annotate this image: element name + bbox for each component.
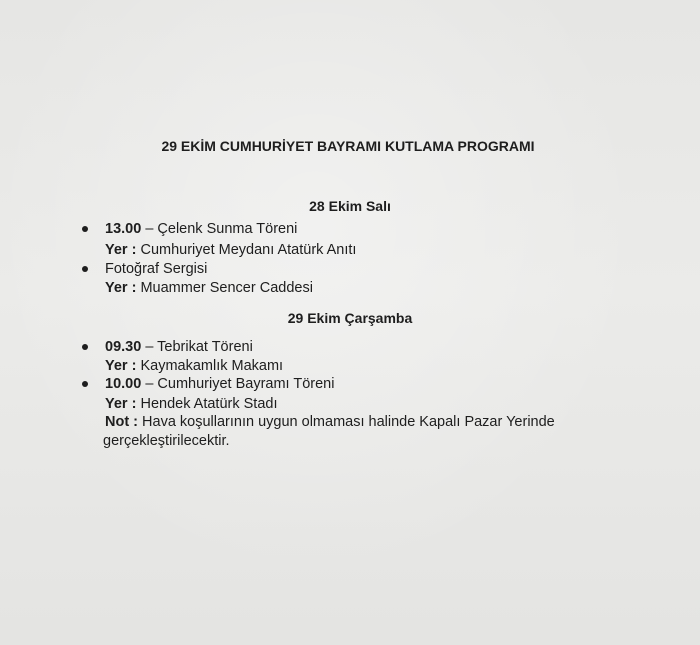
event-place-line — [105, 279, 313, 297]
event-name: Cumhuriyet Bayramı Töreni — [157, 376, 335, 392]
place-label: Yer : — [105, 396, 137, 412]
event-place: Hendek Atatürk Stadı — [136, 396, 278, 412]
event-note-line — [105, 413, 555, 431]
program-title: 29 EKİM CUMHURİYET BAYRAMI KUTLAMA PROGRAMI — [161, 138, 535, 154]
event-name: Fotoğraf Sergisi — [105, 261, 208, 277]
event-separator: – — [141, 221, 158, 237]
event-title-line — [105, 260, 207, 278]
event-title-line — [105, 375, 334, 393]
event-separator: – — [141, 376, 158, 392]
event-place-line — [105, 241, 356, 259]
event-name: Çelenk Sunma Töreni — [157, 221, 298, 237]
event-place-line — [105, 395, 278, 413]
event-time: 09.30 — [105, 339, 142, 355]
day-heading-29-ekim: 29 Ekim Çarşamba — [287, 310, 413, 326]
place-label: Yer : — [105, 280, 137, 296]
bullet-icon — [82, 381, 88, 387]
event-note: Hava koşullarının uygun olmaması halinde Kapalı Pazar Yerinde — [138, 414, 555, 430]
event-place: Cumhuriyet Meydanı Atatürk Anıtı — [136, 242, 357, 258]
bullet-icon — [82, 266, 88, 272]
event-name: Tebrikat Töreni — [157, 339, 253, 355]
bullet-icon — [82, 344, 88, 350]
event-place: Muammer Sencer Caddesi — [136, 280, 313, 296]
place-label: Yer : — [105, 358, 137, 374]
event-note-continuation: gerçekleştirilecektir. — [103, 433, 230, 449]
event-time: 13.00 — [105, 221, 142, 237]
event-title-line — [105, 338, 253, 356]
note-label: Not : — [105, 414, 139, 430]
event-place-line — [105, 357, 283, 375]
bullet-icon — [82, 226, 88, 232]
event-title-line — [105, 220, 297, 238]
event-time: 10.00 — [105, 376, 142, 392]
event-place: Kaymakamlık Makamı — [136, 358, 284, 374]
event-separator: – — [141, 339, 158, 355]
place-label: Yer : — [105, 242, 137, 258]
day-heading-28-ekim: 28 Ekim Salı — [309, 198, 391, 214]
